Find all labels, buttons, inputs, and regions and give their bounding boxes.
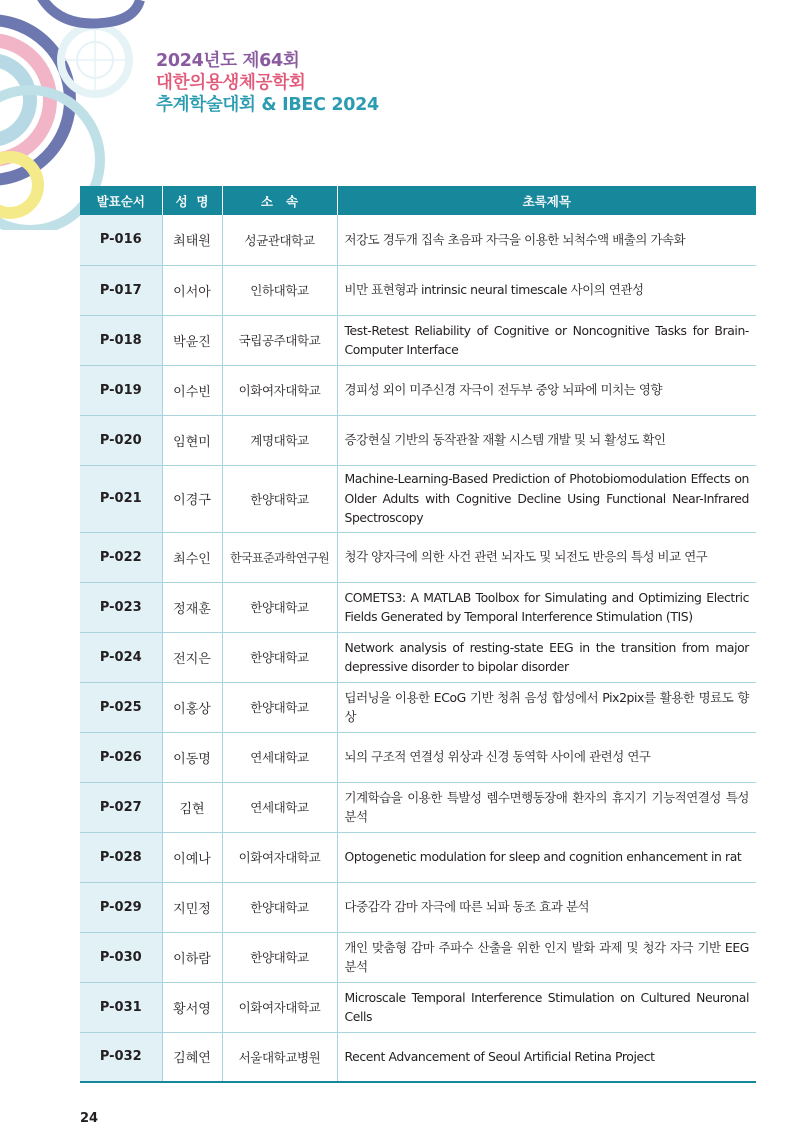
affiliation: 한양대학교	[222, 582, 337, 632]
affiliation: 한양대학교	[222, 932, 337, 982]
presentation-id: P-028	[80, 832, 162, 882]
presenter-name: 임현미	[162, 415, 222, 465]
abstract-title: 개인 맞춤형 감마 주파수 산출을 위한 인지 발화 과제 및 청각 자극 기반 EEG 분석	[337, 932, 756, 982]
affiliation: 국립공주대학교	[222, 315, 337, 365]
presentation-id: P-021	[80, 465, 162, 532]
abstract-title: Microscale Temporal Interference Stimulation on Cultured Neuronal Cells	[337, 982, 756, 1032]
abstract-title: 경피성 외이 미주신경 자극이 전두부 중앙 뇌파에 미치는 영향	[337, 365, 756, 415]
presenter-name: 김혜연	[162, 1032, 222, 1082]
presenter-name: 최수인	[162, 532, 222, 582]
table-row	[80, 832, 756, 882]
table-row	[80, 732, 756, 782]
presenter-name: 지민정	[162, 882, 222, 932]
abstract-title: Recent Advancement of Seoul Artificial Retina Project	[337, 1032, 756, 1082]
presenter-name: 정재훈	[162, 582, 222, 632]
abstract-title: Optogenetic modulation for sleep and cognition enhancement in rat	[337, 832, 756, 882]
abstract-title: 기계학습을 이용한 특발성 렘수면행동장애 환자의 휴지기 기능적연결성 특성 분석	[337, 782, 756, 832]
table-row	[80, 882, 756, 932]
presentation-id: P-018	[80, 315, 162, 365]
affiliation: 이화여자대학교	[222, 832, 337, 882]
affiliation: 한양대학교	[222, 632, 337, 682]
presentation-id: P-022	[80, 532, 162, 582]
presenter-name: 황서영	[162, 982, 222, 1032]
table-row	[80, 682, 756, 732]
table-row	[80, 365, 756, 415]
table-row	[80, 582, 756, 632]
event-title-line2: 대한의용생체공학회	[156, 73, 306, 93]
presenter-name: 이경구	[162, 465, 222, 532]
affiliation: 한양대학교	[222, 682, 337, 732]
table-row	[80, 532, 756, 582]
presenter-name: 이하람	[162, 932, 222, 982]
abstract-title: 딥러닝을 이용한 ECoG 기반 청취 음성 합성에서 Pix2pix를 활용한 명료도 향상	[337, 682, 756, 732]
abstract-title: 비만 표현형과 intrinsic neural timescale 사이의 연관성	[337, 265, 756, 315]
abstract-title: 다중감각 감마 자극에 따른 뇌파 동조 효과 분석	[337, 882, 756, 932]
table-row	[80, 782, 756, 832]
table-row	[80, 632, 756, 682]
presentation-id: P-025	[80, 682, 162, 732]
affiliation: 서울대학교병원	[222, 1032, 337, 1082]
table-row	[80, 932, 756, 982]
presenter-name: 이서아	[162, 265, 222, 315]
presenter-name: 이예나	[162, 832, 222, 882]
presenter-name: 이홍상	[162, 682, 222, 732]
event-title-block	[156, 50, 379, 116]
presentation-id: P-017	[80, 265, 162, 315]
abstract-title: 저강도 경두개 집속 초음파 자극을 이용한 뇌척수액 배출의 가속화	[337, 215, 756, 265]
abstract-title: COMETS3: A MATLAB Toolbox for Simulating and Optimizing Electric Fields Generated by Temporal Interference Stimulation (TIS)	[337, 582, 756, 632]
column-header-title: 초록제목	[337, 186, 756, 215]
presenter-name: 전지은	[162, 632, 222, 682]
presentation-id: P-019	[80, 365, 162, 415]
event-title-line1: 2024년도 제64회	[156, 51, 300, 71]
abstract-title: Machine-Learning-Based Prediction of Photobiomodulation Effects on Older Adults with Cognitive Decline Using Functional Near-Infrared Spectroscopy	[337, 465, 756, 532]
abstract-title: Test-Retest Reliability of Cognitive or Noncognitive Tasks for Brain-Computer Interface	[337, 315, 756, 365]
affiliation: 이화여자대학교	[222, 982, 337, 1032]
abstract-title: 청각 양자극에 의한 사건 관련 뇌자도 및 뇌전도 반응의 특성 비교 연구	[337, 532, 756, 582]
table-row	[80, 215, 756, 265]
presentation-id: P-026	[80, 732, 162, 782]
table-header-row	[80, 186, 756, 215]
affiliation: 인하대학교	[222, 265, 337, 315]
table-row	[80, 982, 756, 1032]
presentation-id: P-030	[80, 932, 162, 982]
presentation-id: P-032	[80, 1032, 162, 1082]
event-title-line3: 추계학술대회 & IBEC 2024	[156, 95, 379, 115]
abstract-title: 증강현실 기반의 동작관찰 재활 시스템 개발 및 뇌 활성도 확인	[337, 415, 756, 465]
presentation-id: P-029	[80, 882, 162, 932]
table-row	[80, 415, 756, 465]
affiliation: 계명대학교	[222, 415, 337, 465]
column-header-name: 성 명	[162, 186, 222, 215]
table-row	[80, 1032, 756, 1082]
affiliation: 성균관대학교	[222, 215, 337, 265]
affiliation: 연세대학교	[222, 782, 337, 832]
presentation-id: P-031	[80, 982, 162, 1032]
affiliation: 한국표준과학연구원	[222, 532, 337, 582]
abstract-title: 뇌의 구조적 연결성 위상과 신경 동역학 사이에 관련성 연구	[337, 732, 756, 782]
presentation-id: P-016	[80, 215, 162, 265]
table-row	[80, 315, 756, 365]
presenter-name: 박윤진	[162, 315, 222, 365]
table-row	[80, 465, 756, 532]
presenter-name: 김현	[162, 782, 222, 832]
presentation-id: P-027	[80, 782, 162, 832]
presenter-name: 이수빈	[162, 365, 222, 415]
page-number: 24	[80, 1111, 99, 1126]
poster-schedule-table	[80, 186, 756, 1083]
affiliation: 연세대학교	[222, 732, 337, 782]
presenter-name: 최태원	[162, 215, 222, 265]
presentation-id: P-023	[80, 582, 162, 632]
column-header-affiliation: 소 속	[222, 186, 337, 215]
presentation-id: P-024	[80, 632, 162, 682]
affiliation: 한양대학교	[222, 882, 337, 932]
presenter-name: 이동명	[162, 732, 222, 782]
abstract-title: Network analysis of resting-state EEG in the transition from major depressive disorder to bipolar disorder	[337, 632, 756, 682]
table-row	[80, 265, 756, 315]
affiliation: 이화여자대학교	[222, 365, 337, 415]
affiliation: 한양대학교	[222, 465, 337, 532]
column-header-order: 발표순서	[80, 186, 162, 215]
presentation-id: P-020	[80, 415, 162, 465]
